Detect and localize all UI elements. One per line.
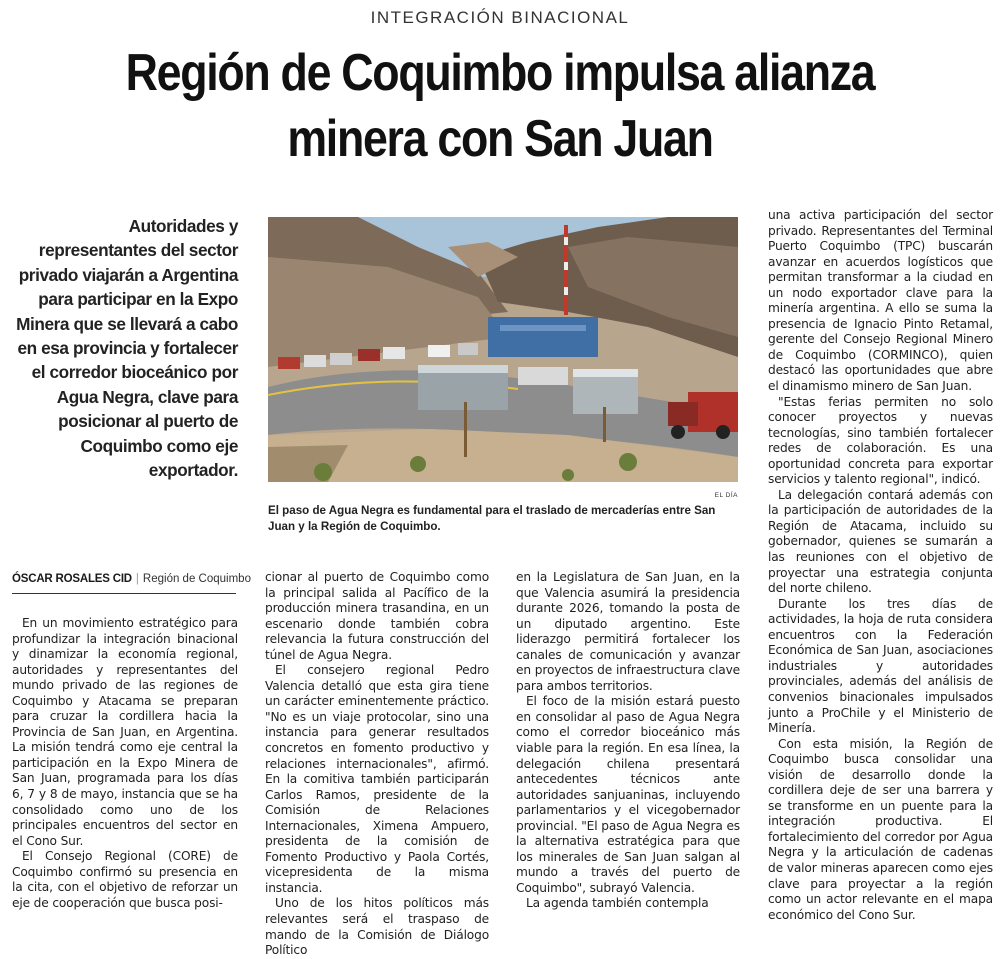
lead-paragraph: Autoridades y representantes del sector privado viajarán a Argentina para participar en la Expo Minera que se llevará a cabo en esa provincia y fortalecer el corredor bioceánico por Agua Negra, clave para posicionar al puerto de Coquimbo como eje exportador. — [16, 216, 238, 481]
body-paragraph: La agenda también contempla — [526, 896, 709, 911]
body-paragraph: Durante los tres días de actividades, la hoja de ruta considera encuentros con la Federación Económica de San Juan, asociaciones industriales y autoridades provinciales, además del análisis de convenios binacionales impulsados junto a ProChile y el Ministerio de Minería. — [768, 596, 993, 736]
byline — [12, 573, 251, 594]
photo-credit: EL DÍA — [714, 492, 738, 499]
body-column-3 — [516, 570, 740, 912]
body-paragraph: El foco de la misión estará puesto en consolidar al paso de Agua Negra como el corredor bioceánico más viable para la región. En esa línea, la delegación chilena presentará antecedentes técnicos ante autoridades sanjuaninas, incluyendo parlamentarios y el vicegobernador provincial. "El paso de Agua Negra es la alternativa estratégica para que los minerales de San Juan salgan al mundo a través del puerto de Coquimbo", subrayó Valencia. — [516, 694, 740, 895]
byline-separator: | — [135, 573, 139, 585]
body-paragraph: cionar al puerto de Coquimbo como la principal salida al Pacífico de la producción minera trasandina, en un escenario donde también cobra relevancia la futura construcción del túnel de Agua Negra. — [265, 570, 489, 662]
byline-author: ÓSCAR ROSALES CID — [12, 573, 132, 585]
body-paragraph: Con esta misión, la Región de Coquimbo busca consolidar una visión de desarrollo donde la cordillera deje de ser una barrera y se transforme en un puente para la integración productiva. El fortalecimiento del corredor por Agua Negra y la articulación de cadenas de valor mineras aparecen como ejes clave para proyectar a la región como un actor relevante en el mapa económico del Cono Sur. — [768, 736, 993, 922]
headline: Región de Coquimbo impulsa alianza minera con San Juan — [125, 44, 875, 168]
article-photo — [268, 217, 738, 482]
section-kicker: INTEGRACIÓN BINACIONAL — [370, 8, 630, 27]
body-paragraph: El Consejo Regional (CORE) de Coquimbo confirmó su presencia en la cita, con el objetivo de reforzar un eje de cooperación que busca posi- — [12, 849, 238, 910]
body-paragraph: En un movimiento estratégico para profundizar la integración binacional y dinamizar la economía regional, autoridades y representantes del mundo privado de las regiones de Coquimbo y Atacama se preparan para cruzar la cordillera hacia la Provincia de San Juan, en Argentina. La misión tendrá como eje central la participación en la Expo Minera de San Juan, programada para los días 6, 7 y 8 de mayo, instancia que se ha consolidado como uno de los principales encuentros del sector en el Cono Sur. — [12, 616, 238, 848]
byline-place: Región de Coquimbo — [142, 573, 251, 585]
body-column-2 — [265, 570, 489, 959]
body-paragraph: una activa participación del sector privado. Representantes del Terminal Puerto Coquimbo (TPC) buscarán avanzar en acuerdos logísticos que permitan transformar a la ciudad en un nodo exportador clave para la minería argentina. A ello se suma la presencia de Ignacio Pinto Retamal, gerente del Consejo Regional Minero de Coquimbo (CORMINCO), quien destacó las oportunidades que abre el dinamismo minero de San Juan. — [768, 208, 993, 394]
body-paragraph: El consejero regional Pedro Valencia detalló que esta gira tiene un carácter eminentemente práctico. "No es un viaje protocolar, sino una instancia para generar resultados concretos en fomento productivo y relaciones internacionales", afirmó. En la comitiva también participarán Carlos Ramos, presidente de la Comisión de Relaciones Internacionales, Ximena Ampuero, presidenta de la comisión de Fomento Productivo y Paola Cortés, vicepresidenta de la misma instancia. — [265, 663, 489, 895]
body-column-4 — [768, 208, 993, 923]
body-paragraph: La delegación contará además con la participación de autoridades de la Región de Atacama, incluido su gobernador, quienes se sumarán a las reuniones con el objetivo de proyectar una estrategia conjunta del norte chileno. — [768, 487, 993, 596]
body-column-1 — [12, 616, 238, 911]
body-paragraph: "Estas ferias permiten no solo conocer proyectos y nuevas tecnologías, sino también fortalecer redes de colaboración. Es una oportunidad concreta para exportar servicios y talento regional", indicó. — [768, 394, 993, 487]
photo-caption: El paso de Agua Negra es fundamental para el traslado de mercaderías entre San Juan y la Región de Coquimbo. — [268, 504, 716, 533]
body-paragraph: en la Legislatura de San Juan, en la que Valencia asumirá la presidencia durante 2026, tomando la posta de un diputado argentino. Este liderazgo permitirá fortalecer los canales de comunicación y avanzar en proyectos de infraestructura clave para ambos territorios. — [516, 570, 740, 693]
body-paragraph: Uno de los hitos políticos más relevantes será el traspaso de mando de la Comisión de Diálogo Político — [265, 896, 489, 958]
